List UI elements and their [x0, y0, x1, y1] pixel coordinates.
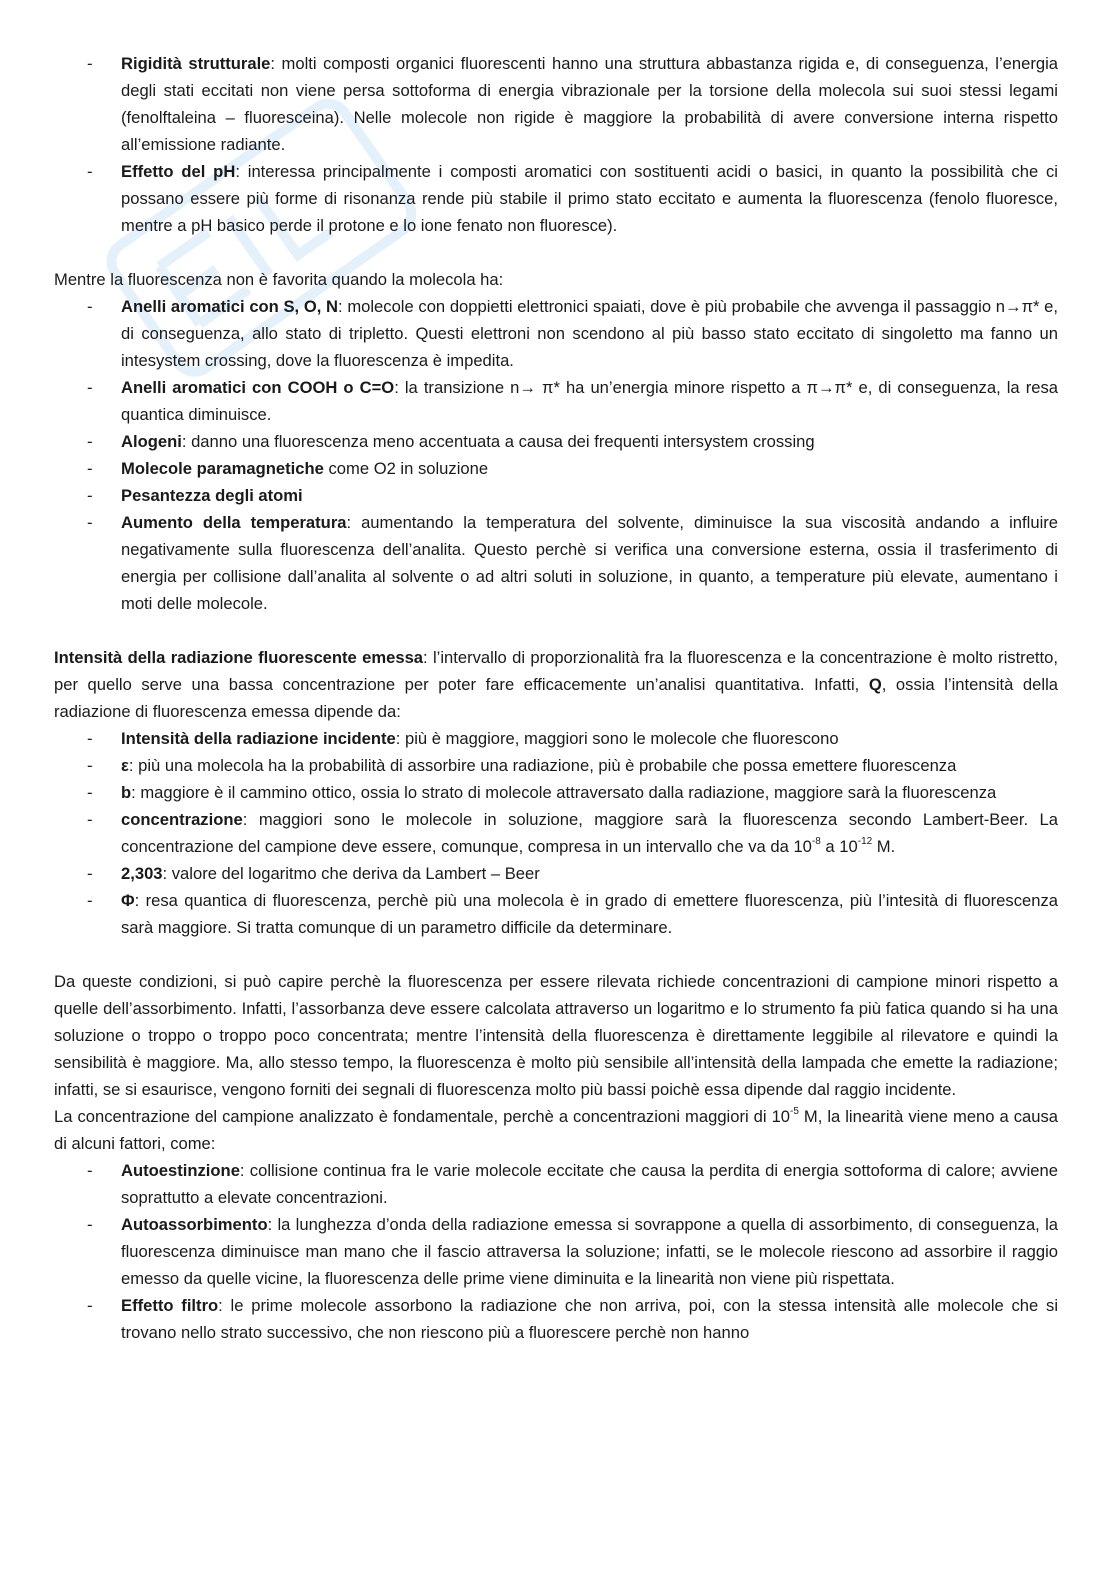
list-item: - Effetto filtro: le prime molecole assorbono la radiazione che non arriva, poi, con la stessa intensità alle molecole che si trovano nello strato successivo, che non riescono più a fluorescere perchè non hanno	[87, 1296, 1059, 1342]
list-item: - Anelli aromatici con COOH o C=O: la transizione n→ π* ha un’energia minore rispetto a π→π* e, di conseguenza, la resa quantica diminuisce.	[87, 378, 1058, 424]
list-item: - Anelli aromatici con S, O, N: molecole con doppietti elettronici spaiati, dove è più probabile che avvenga il passaggio n→π* e, di conseguenza, allo stato di tripletto. Questi elettroni non scendono al più basso stato eccitato di singoletto ma fanno un intesystem crossing, dove la fluorescenza è impedita.	[87, 297, 1058, 370]
paragraph-linearity: La concentrazione del campione analizzato è fondamentale, perchè a concentrazioni maggiori di $10^{-5}$ M, la linearità viene meno a causa di alcuni fattori, come:	[54, 1106, 1058, 1153]
list-item: - Pesantezza degli atomi	[87, 486, 303, 505]
list-item: - Rigidità strutturale: molti composti organici fluorescenti hanno una struttura abbastanza rigida e, di conseguenza, l’energia degli stati eccitati non viene persa sottoforma di energia vibrazionale per la torsione della molecola sui suoi stessi legami (fenolftaleina – fluoresceina). Nelle molecole non rigide è maggiore la probabilità di avere conversione interna rispetto all’emissione radiante.	[87, 54, 1059, 154]
paragraph-intro: Mentre la fluorescenza non è favorita quando la molecola ha:	[54, 270, 504, 289]
paragraph-intensity: Intensità della radiazione fluorescente emessa: l’intervallo di proporzionalità fra la fluorescenza e la concentrazione è molto ristretto, per quello serve una bassa concentrazione per poter fare efficacemente un’analisi quantitativa. Infatti, Q, ossia l’intensità della radiazione di fluorescenza emessa dipende da:	[54, 648, 1058, 721]
document-page	[54, 50, 1058, 1346]
list-linearity-factors	[54, 1157, 1058, 1346]
list-item: - Intensità della radiazione incidente: più è maggiore, maggiori sono le molecole che fluorescono	[87, 729, 839, 748]
list-fluorescence-factors	[54, 50, 1058, 239]
list-item: - b: maggiore è il cammino ottico, ossia lo strato di molecole attraversato dalla radiazione, maggiore sarà la fluorescenza	[87, 783, 997, 802]
list-item: - concentrazione: maggiori sono le molecole in soluzione, maggiore sarà la fluorescenza secondo Lambert-Beer. La concentrazione del campione deve essere, comunque, compresa in un intervallo che va da $10^{-8}$ a $10^{-12}$ M.	[87, 810, 1058, 856]
list-item: - Molecole paramagnetiche come O2 in soluzione	[87, 459, 489, 478]
list-item: - ε: più una molecola ha la probabilità di assorbire una radiazione, più è probabile che possa emettere fluorescenza	[87, 756, 957, 775]
list-item: - Effetto del pH: interessa principalmente i composti aromatici con sostituenti acidi o basici, in quanto la possibilità che ci possano essere più forme di risonanza rende più stabile il primo stato eccitato e aumenta la fluorescenza (fenolo fluoresce, mentre a pH basico perde il protone e lo ione fenato non fluoresce).	[87, 162, 1058, 235]
list-intensity-factors	[54, 725, 1058, 941]
list-item: - 2,303: valore del logaritmo che deriva da Lambert – Beer	[87, 864, 540, 883]
paragraph-sensitivity: Da queste condizioni, si può capire perchè la fluorescenza per essere rilevata richiede concentrazioni di campione minori rispetto a quelle dell’assorbimento. Infatti, l’assorbanza deve essere calcolata attraverso un logaritmo e lo strumento fa più fatica quando si ha una soluzione o troppo o troppo poco concentrata; mentre l’intensità della fluorescenza è direttamente leggibile al rilevatore e quindi la sensibilità è maggiore. Ma, allo stesso tempo, la fluorescenza è molto più sensibile all’intensità della lampada che emette la radiazione; infatti, se si esaurisce, vengono forniti dei segnali di fluorescenza molto più bassi poichè essa dipende dal raggio incidente.	[54, 972, 1058, 1099]
list-item: - Aumento della temperatura: aumentando la temperatura del solvente, diminuisce la sua viscosità andando a influire negativamente sulla fluorescenza dell’analita. Questo perchè si verifica una conversione esterna, ossia il trasferimento di energia per collisione dall’analita al solvente o ad altri soluti in soluzione, in quanto, a temperature più elevate, aumentano i moti delle molecole.	[87, 513, 1059, 613]
list-item: - Autoassorbimento: la lunghezza d’onda della radiazione emessa si sovrappone a quella di assorbimento, di conseguenza, la fluorescenza diminuisce man mano che il fascio attraversa la soluzione; infatti, se le molecole riescono ad assorbire il raggio emesso da quelle vicine, la fluorescenza delle prime viene diminuita e la linearità non viene più rispettata.	[87, 1215, 1058, 1288]
list-item: - Autoestinzione: collisione continua fra le varie molecole eccitate che causa la perdita di energia sottoforma di calore; avviene soprattutto a elevate concentrazioni.	[87, 1161, 1058, 1207]
list-item: - Alogeni: danno una fluorescenza meno accentuata a causa dei frequenti intersystem crossing	[87, 432, 815, 451]
list-unfavourable-factors	[54, 293, 1058, 617]
list-item: - Φ: resa quantica di fluorescenza, perchè più una molecola è in grado di emettere fluorescenza, più l’intesità di fluorescenza sarà maggiore. Si tratta comunque di un parametro difficile da determinare.	[87, 891, 1058, 937]
